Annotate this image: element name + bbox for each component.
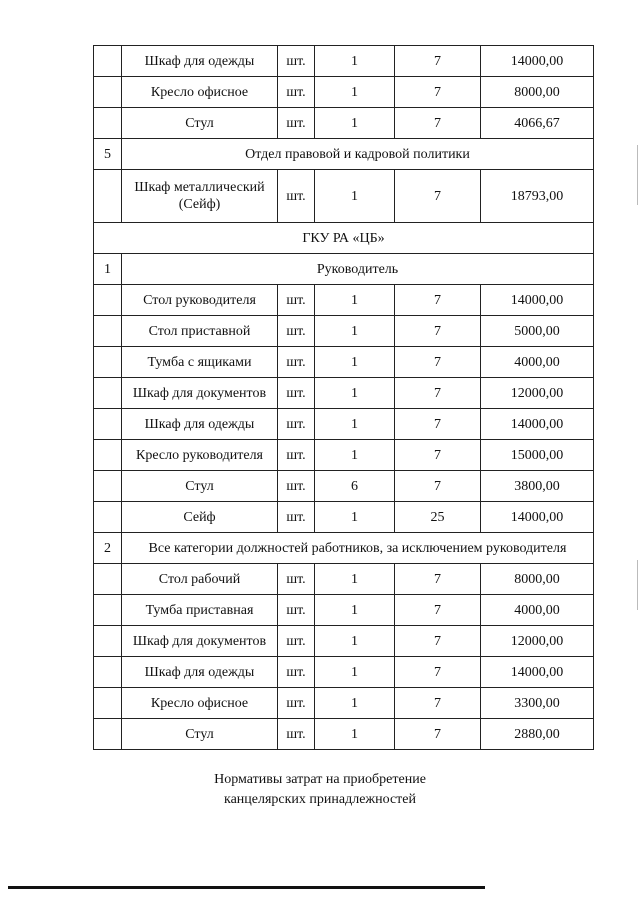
- section-number: 5: [94, 139, 122, 170]
- item-unit: шт.: [278, 719, 315, 750]
- item-name: Шкаф для одежды: [122, 657, 278, 688]
- table-row: [94, 564, 594, 595]
- item-quantity: 1: [315, 595, 395, 626]
- item-service-years: 7: [395, 564, 481, 595]
- item-unit: шт.: [278, 502, 315, 533]
- row-number-cell: [94, 688, 122, 719]
- item-unit: шт.: [278, 440, 315, 471]
- section-number: 1: [94, 254, 122, 285]
- org-header: ГКУ РА «ЦБ»: [94, 223, 594, 254]
- item-quantity: 1: [315, 688, 395, 719]
- table-row: [94, 595, 594, 626]
- item-name: Стул: [122, 108, 278, 139]
- item-unit: шт.: [278, 285, 315, 316]
- row-number-cell: [94, 471, 122, 502]
- item-price: 14000,00: [481, 409, 594, 440]
- row-number-cell: [94, 564, 122, 595]
- furniture-norms-table: [93, 45, 594, 750]
- table-row: [94, 719, 594, 750]
- item-service-years: 7: [395, 471, 481, 502]
- row-number-cell: [94, 440, 122, 471]
- table-row: [94, 440, 594, 471]
- row-number-cell: [94, 285, 122, 316]
- item-unit: шт.: [278, 688, 315, 719]
- item-name: Тумба с ящиками: [122, 347, 278, 378]
- item-price: 3800,00: [481, 471, 594, 502]
- item-quantity: 1: [315, 440, 395, 471]
- item-quantity: 1: [315, 409, 395, 440]
- item-name: Стул: [122, 719, 278, 750]
- table-row: [94, 409, 594, 440]
- row-number-cell: [94, 46, 122, 77]
- caption-line-2: канцелярских принадлежностей: [223, 792, 416, 807]
- item-service-years: 7: [395, 285, 481, 316]
- item-unit: шт.: [278, 595, 315, 626]
- item-service-years: 25: [395, 502, 481, 533]
- item-quantity: 1: [315, 719, 395, 750]
- item-unit: шт.: [278, 316, 315, 347]
- item-service-years: 7: [395, 170, 481, 223]
- item-quantity: 1: [315, 316, 395, 347]
- item-quantity: 1: [315, 170, 395, 223]
- table-row: [94, 657, 594, 688]
- scan-edge-mark: [637, 145, 638, 205]
- table-row: [94, 502, 594, 533]
- item-service-years: 7: [395, 688, 481, 719]
- item-service-years: 7: [395, 440, 481, 471]
- item-quantity: 1: [315, 347, 395, 378]
- table-row: [94, 108, 594, 139]
- item-service-years: 7: [395, 409, 481, 440]
- item-service-years: 7: [395, 378, 481, 409]
- item-price: 14000,00: [481, 502, 594, 533]
- item-service-years: 7: [395, 108, 481, 139]
- item-unit: шт.: [278, 77, 315, 108]
- footer-rule: [8, 886, 485, 889]
- item-unit: шт.: [278, 657, 315, 688]
- table-body: [94, 46, 594, 750]
- item-name: Стол приставной: [122, 316, 278, 347]
- item-price: 4000,00: [481, 595, 594, 626]
- item-price: 3300,00: [481, 688, 594, 719]
- scan-edge-mark: [637, 560, 638, 610]
- item-unit: шт.: [278, 170, 315, 223]
- table-row: [94, 285, 594, 316]
- item-name: Сейф: [122, 502, 278, 533]
- item-price: 4066,67: [481, 108, 594, 139]
- item-quantity: 1: [315, 77, 395, 108]
- item-quantity: 1: [315, 564, 395, 595]
- item-price: 2880,00: [481, 719, 594, 750]
- item-name: Кресло офисное: [122, 688, 278, 719]
- item-quantity: 1: [315, 626, 395, 657]
- row-number-cell: [94, 378, 122, 409]
- item-price: 15000,00: [481, 440, 594, 471]
- item-price: 18793,00: [481, 170, 594, 223]
- table-row: [94, 170, 594, 223]
- caption-line-1: Нормативы затрат на приобретение: [214, 772, 426, 787]
- table-row: [94, 378, 594, 409]
- item-price: 14000,00: [481, 46, 594, 77]
- row-number-cell: [94, 316, 122, 347]
- item-name: Стул: [122, 471, 278, 502]
- item-service-years: 7: [395, 316, 481, 347]
- row-number-cell: [94, 347, 122, 378]
- item-quantity: 1: [315, 378, 395, 409]
- item-quantity: 6: [315, 471, 395, 502]
- item-unit: шт.: [278, 46, 315, 77]
- row-number-cell: [94, 595, 122, 626]
- item-price: 8000,00: [481, 564, 594, 595]
- item-price: 8000,00: [481, 77, 594, 108]
- section-number: 2: [94, 533, 122, 564]
- row-number-cell: [94, 657, 122, 688]
- item-service-years: 7: [395, 657, 481, 688]
- item-price: 14000,00: [481, 285, 594, 316]
- item-service-years: 7: [395, 595, 481, 626]
- item-unit: шт.: [278, 378, 315, 409]
- item-unit: шт.: [278, 108, 315, 139]
- item-price: 12000,00: [481, 626, 594, 657]
- row-number-cell: [94, 409, 122, 440]
- row-number-cell: [94, 719, 122, 750]
- table-row: [94, 347, 594, 378]
- org-header-row: [94, 223, 594, 254]
- item-unit: шт.: [278, 347, 315, 378]
- item-unit: шт.: [278, 564, 315, 595]
- item-unit: шт.: [278, 409, 315, 440]
- item-name: Стол рабочий: [122, 564, 278, 595]
- item-service-years: 7: [395, 46, 481, 77]
- row-number-cell: [94, 626, 122, 657]
- section-header-row: [94, 254, 594, 285]
- item-service-years: 7: [395, 626, 481, 657]
- item-name: Стол руководителя: [122, 285, 278, 316]
- item-name: Шкаф для документов: [122, 626, 278, 657]
- item-price: 4000,00: [481, 347, 594, 378]
- table-row: [94, 316, 594, 347]
- table-row: [94, 471, 594, 502]
- item-unit: шт.: [278, 471, 315, 502]
- section-title: Все категории должностей работников, за исключением руководителя: [122, 533, 594, 564]
- item-name: Шкаф для одежды: [122, 409, 278, 440]
- item-name: Шкаф для одежды: [122, 46, 278, 77]
- item-unit: шт.: [278, 626, 315, 657]
- row-number-cell: [94, 77, 122, 108]
- table-row: [94, 77, 594, 108]
- table-row: [94, 626, 594, 657]
- item-quantity: 1: [315, 108, 395, 139]
- item-quantity: 1: [315, 46, 395, 77]
- item-price: 14000,00: [481, 657, 594, 688]
- item-quantity: 1: [315, 502, 395, 533]
- table-row: [94, 46, 594, 77]
- item-price: 12000,00: [481, 378, 594, 409]
- item-name: Тумба приставная: [122, 595, 278, 626]
- item-price: 5000,00: [481, 316, 594, 347]
- section-header-row: [94, 533, 594, 564]
- item-service-years: 7: [395, 719, 481, 750]
- item-name: Кресло офисное: [122, 77, 278, 108]
- section-header-row: [94, 139, 594, 170]
- row-number-cell: [94, 502, 122, 533]
- item-name: Шкаф для документов: [122, 378, 278, 409]
- row-number-cell: [94, 170, 122, 223]
- item-name: Шкаф металлический (Сейф): [122, 170, 278, 223]
- table-row: [94, 688, 594, 719]
- item-service-years: 7: [395, 347, 481, 378]
- item-service-years: 7: [395, 77, 481, 108]
- row-number-cell: [94, 108, 122, 139]
- item-name: Кресло руководителя: [122, 440, 278, 471]
- section-title: Руководитель: [122, 254, 594, 285]
- item-quantity: 1: [315, 657, 395, 688]
- item-quantity: 1: [315, 285, 395, 316]
- section-title: Отдел правовой и кадровой политики: [122, 139, 594, 170]
